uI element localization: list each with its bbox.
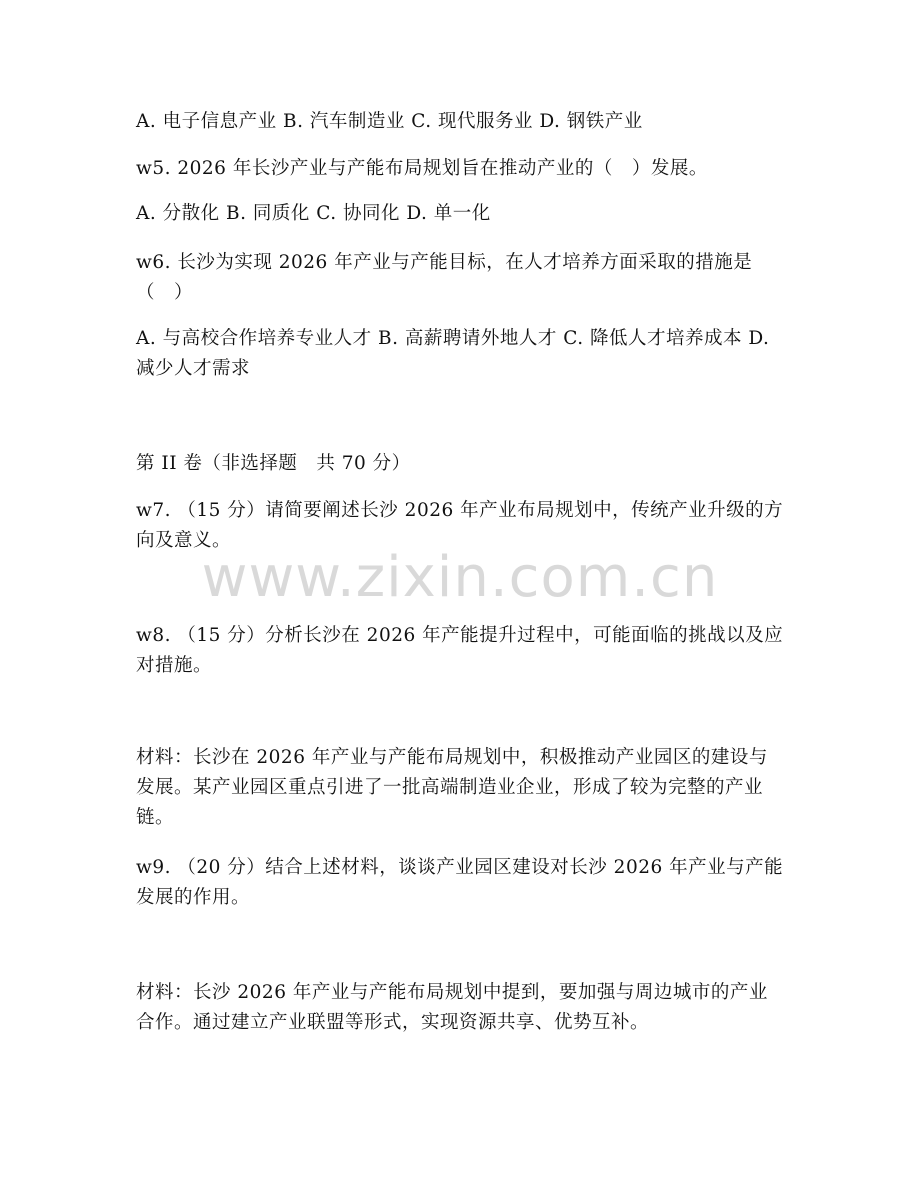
q4-options: A. 电子信息产业 B. 汽车制造业 C. 现代服务业 D. 钢铁产业 bbox=[136, 111, 643, 132]
material-1: 材料：长沙在 2026 年产业与产能布局规划中，积极推动产业园区的建设与发展。某产业园区重点引进了一批高端制造业企业，形成了较为完整的产业链。 bbox=[136, 747, 768, 828]
question-7: w7. （15 分）请简要阐述长沙 2026 年产业布局规划中，传统产业升级的方向及意义。 bbox=[136, 500, 784, 551]
material-2: 材料：长沙 2026 年产业与产能布局规划中提到，要加强与周边城市的产业合作。通过建立产业联盟等形式，实现资源共享、优势互补。 bbox=[136, 982, 768, 1033]
q6-options: A. 与高校合作培养专业人才 B. 高薪聘请外地人才 C. 降低人才培养成本 D. 减少人才需求 bbox=[136, 328, 770, 379]
question-8: w8. （15 分）分析长沙在 2026 年产能提升过程中，可能面临的挑战以及应对措施。 bbox=[136, 625, 784, 676]
section-heading: 第 II 卷（非选择题 共 70 分） bbox=[136, 453, 411, 474]
question-9: w9. （20 分）结合上述材料，谈谈产业园区建设对长沙 2026 年产业与产能发展的作用。 bbox=[136, 857, 784, 908]
watermark-text: www.zixin.com.cn bbox=[201, 545, 719, 610]
question-5: w5. 2026 年长沙产业与产能布局规划旨在推动产业的（ ）发展。 bbox=[136, 158, 708, 179]
question-6: w6. 长沙为实现 2026 年产业与产能目标，在人才培养方面采取的措施是（ ） bbox=[136, 252, 753, 303]
q5-options: A. 分散化 B. 同质化 C. 协同化 D. 单一化 bbox=[136, 203, 491, 224]
